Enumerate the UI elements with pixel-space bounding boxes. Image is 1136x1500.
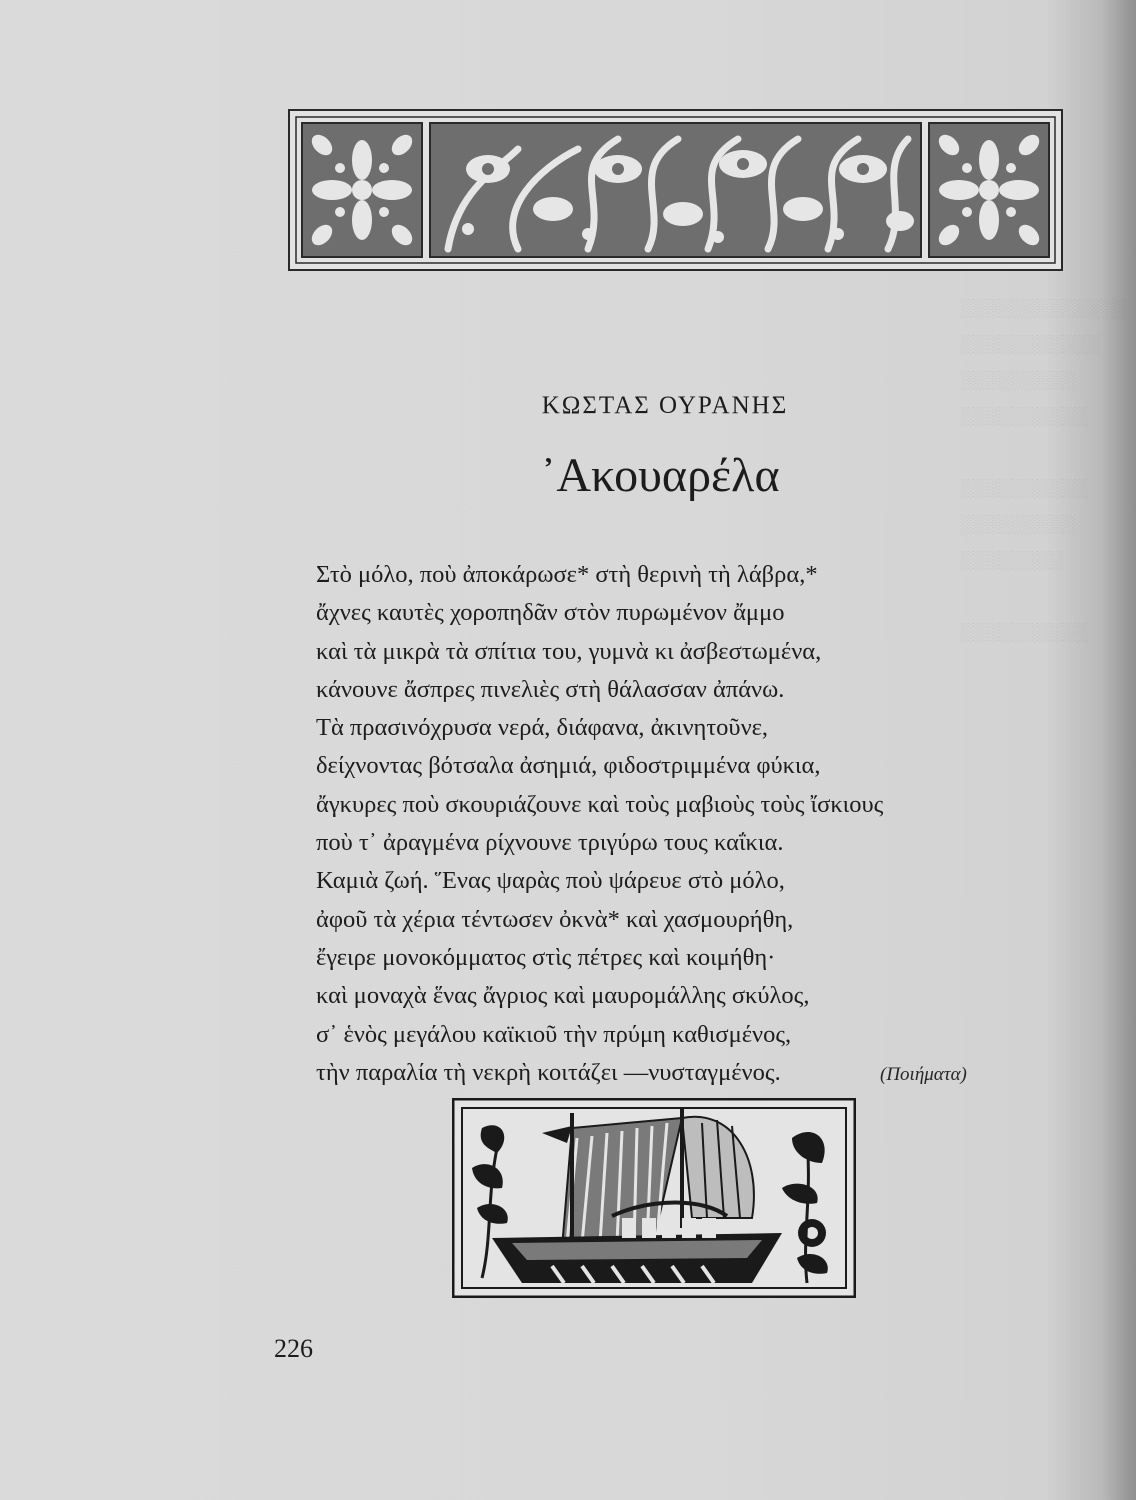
poem-line: κάνουνε ἄσπρες πινελιὲς στὴ θάλασσαν ἀπάνω. — [316, 675, 785, 703]
middle-scroll-panel — [430, 123, 921, 257]
poem-body — [316, 556, 1036, 1092]
poem-line: Καμιὰ ζωή. Ἕνας ψαρὰς ποὺ ψάρευε στὸ μόλο, — [316, 867, 785, 895]
boat-woodcut-illustration — [452, 1098, 856, 1298]
author-name: ΚΩΣΤΑΣ ΟΥΡΑΝΗΣ — [541, 392, 789, 419]
poem-line: δείχνοντας βότσαλα ἀσημιά, φιδοστριμμένα φύκια, — [316, 752, 821, 780]
poem-line: ποὺ τ᾿ ἀραγμένα ρίχνουνε τριγύρω τους καΐκια. — [316, 829, 784, 857]
poem-title: ᾿Ακουαρέλα — [540, 449, 780, 502]
show-through-text: ░░░░░░░░░░░░░ ░░░░░░░░░░░ ░░░░░░░░░ ░░░░░░░░░░ ░░░░░░░░░░ ░░░░░░░░░ ░░░░░░░░ ░░░░░░░░░░ — [960, 298, 1126, 642]
ornamental-headpiece — [288, 109, 1063, 271]
poem-line: ἔγειρε μονοκόμματος στὶς πέτρες καὶ κοιμήθη· — [316, 943, 776, 971]
poem-line: σ᾿ ἑνὸς μεγάλου καϊκιοῦ τὴν πρύμη καθισμένος, — [316, 1020, 792, 1048]
poem-line: Τὰ πρασινόχρυσα νερά, διάφανα, ἀκινητοῦνε, — [316, 714, 769, 742]
left-rosette-panel — [302, 123, 422, 257]
poem-line: Στὸ μόλο, ποὺ ἀποκάρωσε* στὴ θερινὴ τὴ λάβρα,* — [316, 561, 818, 588]
poem-line: ἄγκυρες ποὺ σκουριάζουνε καὶ τοὺς μαβιοὺς τοὺς ἴσκιους — [316, 790, 884, 818]
right-rosette-panel — [929, 123, 1049, 257]
poem-line: τὴν παραλία τὴ νεκρὴ κοιτάζει —νυσταγμένος. — [316, 1058, 781, 1086]
page-number: 226 — [274, 1334, 313, 1363]
poem-line: καὶ τὰ μικρὰ τὰ σπίτια του, γυμνὰ κι ἀσβεστωμένα, — [316, 637, 822, 665]
poem-line: ἀφοῦ τὰ χέρια τέντωσεν ὀκνὰ* καὶ χασμουρήθη, — [316, 905, 794, 933]
poem-line: ἄχνες καυτὲς χοροπηδᾶν στὸν πυρωμένον ἄμμο — [316, 599, 785, 627]
poem-line: καὶ μοναχὰ ἕνας ἄγριος καὶ μαυρομάλλης σκύλος, — [316, 982, 810, 1010]
source-citation: (Ποιήματα) — [880, 1064, 967, 1085]
